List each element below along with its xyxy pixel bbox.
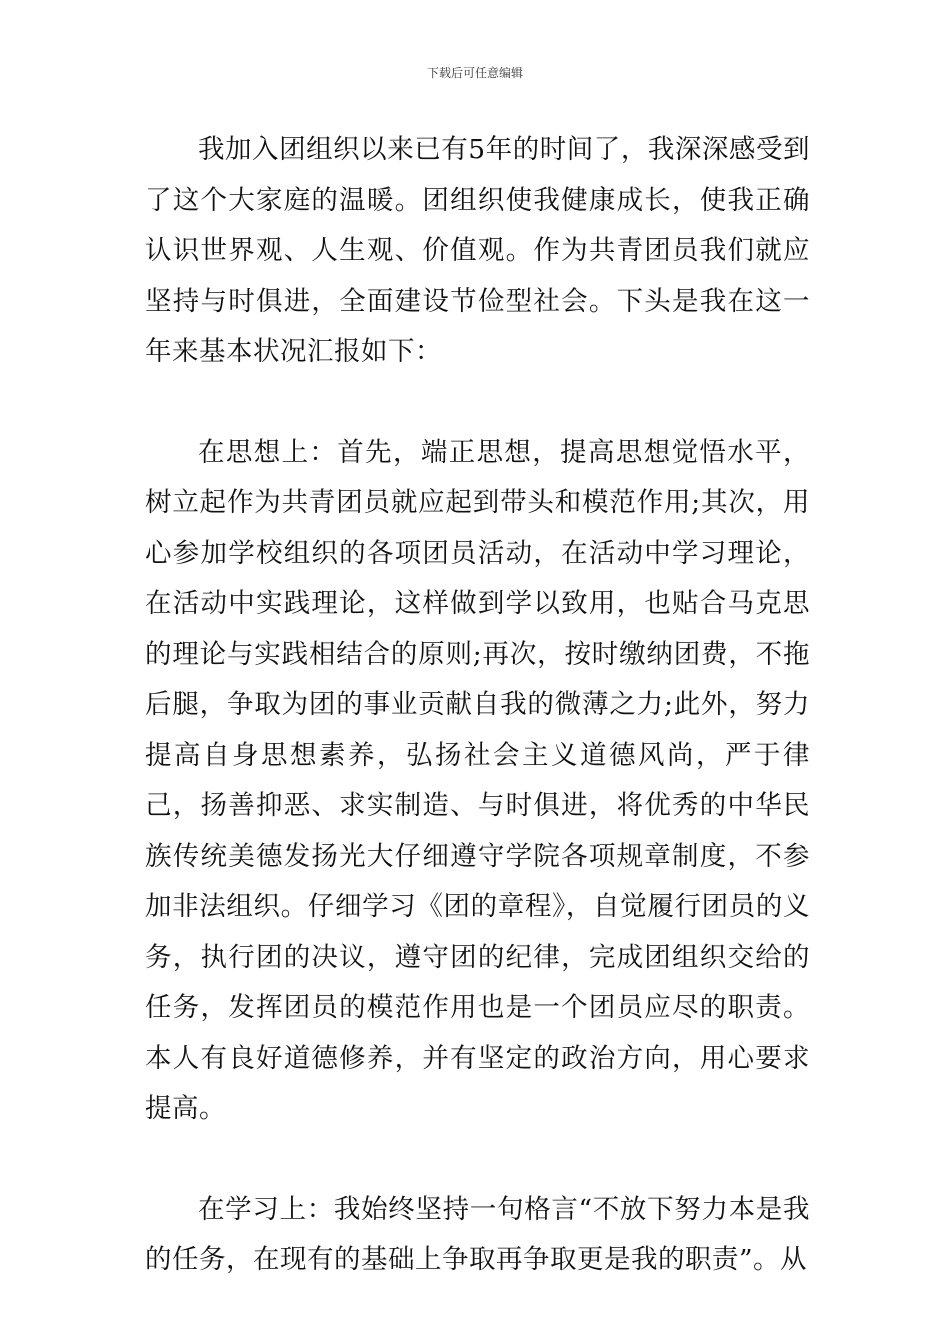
- paragraph-study: 在学习上：我始终坚持一句格言“不放下努力本是我的任务，在现有的基础上争取再争取更是我的职责”。从: [145, 1193, 810, 1275]
- paragraph-thought: 在思想上：首先，端正思想，提高思想觉悟水平，树立起作为共青团员就应起到带头和模范作用;其次，用心参加学校组织的各项团员活动，在活动中学习理论，在活动中实践理论，这样做到学以致用，也贴合马克思的理论与实践相结合的原则;再次，按时缴纳团费，不拖后腿，争取为团的事业贡献自我的微薄之力;此外，努力提高自身思想素养，弘扬社会主义道德风尚，严于律己，扬善抑恶、求实制造、与时俱进，将优秀的中华民族传统美德发扬光大仔细遵守学院各项规章制度，不参加非法组织。仔细学习《团的章程》，自觉履行团员的义务，执行团的决议，遵守团的纪律，完成团组织交给的任务，发挥团员的模范作用也是一个团员应尽的职责。本人有良好道德修养，并有坚定的政治方向，用心要求提高。: [145, 436, 810, 1124]
- document-body: [145, 125, 810, 1286]
- page-header: 下载后可任意编辑: [426, 66, 523, 80]
- paragraph-intro: 我加入团组织以来已有5年的时间了，我深深感受到了这个大家庭的温暖。团组织使我健康成长，使我正确认识世界观、人生观、价值观。作为共青团员我们就应坚持与时俱进，全面建设节俭型社会。下头是我在这一年来基本状况汇报如下：: [145, 134, 810, 367]
